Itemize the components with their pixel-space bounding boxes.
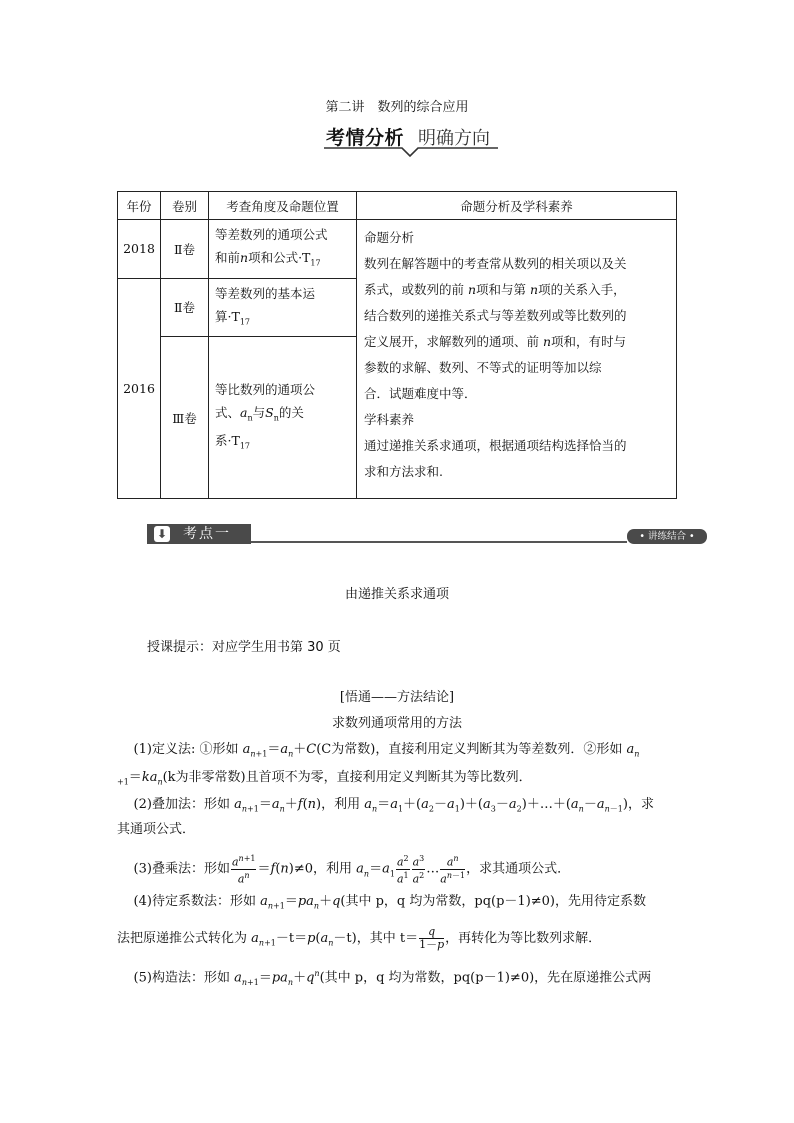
literacy-heading: 学科素养 (364, 412, 415, 427)
paper-cell: Ⅲ卷 (161, 337, 209, 499)
angle-cell: 等比数列的通项公 式、$a_n$与$S_n$的关 系$\cdot T_{17}$ (209, 337, 357, 499)
method-2-line-1: (2)叠加法：形如 $a_{n+1}=a_n+f(n)$，利用 $a_n=a_1+(a_2-a_1)+(a_3-a_2)+\dots+(a_n-a_{n-1})$，求 (133, 797, 654, 814)
analysis-cell: 命题分析 数列在解答题中的考查常从数列的相关项以及关 系式，或数列的前 n项和与第 n项的关系入手， 结合数列的递推关系式与等差数列或等比数列的 定义展开，求解数列的通项、前 n项和，有时与 参数的求解、数列、不等式的证明等加以综 合．试题难度中等． 学科素养 通过递推关系求通项，根据通项结构选择恰当的 求和方法求和. (357, 220, 677, 499)
table-row (118, 220, 677, 279)
method-1-line-1: (1)定义法: ①形如 $a_{n+1}=a_n+C(C$为常数)，直接利用定义判断其为等差数列．②形如 $a_n$ (133, 742, 640, 759)
banner-underline-icon (322, 145, 502, 159)
arrow-down-icon: ⬇ (154, 526, 170, 542)
section-bar (147, 524, 707, 544)
col-analysis-header: 命题分析及学科素养 (357, 192, 677, 220)
method-4-line-2: 法把原递推公式转化为 $a_{n+1}-t=p(a_n-t)$，其中 t＝ $\frac{q}{1-p}$ ，再转化为等比数列求解． (117, 925, 602, 951)
method-5-line-1: (5)构造法：形如 $a_{n+1}=pa_n+q^n$(其中 p，q 均为常数，pq(p－1)≠0)，先在原递推公式两 (133, 969, 652, 987)
method-4-line-1: (4)待定系数法：形如 $a_{n+1}=pa_n+q$(其中 p，q 均为常数，pq(p－1)≠0)，先用待定系数 (133, 894, 647, 911)
section-title: 由递推关系求通项 (344, 587, 449, 602)
exam-analysis-table (117, 191, 677, 499)
col-paper-header: 卷别 (161, 192, 209, 220)
banner-light-text: 明确方向 (418, 128, 490, 149)
paper-cell: Ⅱ卷 (161, 278, 209, 337)
angle-cell: 等差数列的通项公式 和前n项和公式$\cdot T_{17}$ (209, 220, 357, 279)
lesson-hint: 授课提示：对应学生用书第 30 页 (147, 640, 341, 655)
practice-tag: • 讲练结合 • (627, 529, 707, 544)
year-cell: 2016 (118, 278, 161, 499)
col-year-header: 年份 (118, 192, 161, 220)
banner-bold-text: 考情分析 (326, 127, 405, 149)
table-header-row (118, 192, 677, 220)
method-3-line: (3)叠乘法：形如 $\frac{a^{n+1}}{a^n}$ ＝f(n)≠0，利用 $a_n=a_1$ $\frac{a^2}{a^1}$ $\frac{a^3}{a^2}$ … $\frac{a^n}{a^{n-1}}$ ，求其通项公式． (133, 854, 571, 886)
lecture-title: 第二讲 数列的综合应用 (325, 100, 469, 115)
col-angle-header: 考查角度及命题位置 (209, 192, 357, 220)
paper-cell: Ⅱ卷 (161, 220, 209, 279)
method-2-line-2: 其通项公式． (117, 822, 196, 837)
year-cell: 2018 (118, 220, 161, 279)
kaodian-label: ⬇ 考点一 (147, 524, 251, 544)
method-subheading: 求数列通项常用的方法 (331, 716, 462, 731)
section-divider (251, 541, 627, 543)
analysis-heading: 命题分析 (364, 230, 415, 245)
method-heading: [悟通——方法结论] (339, 690, 455, 705)
method-1-line-2: $_{+1}=ka_n(k$为非零常数)且首项不为零，直接利用定义判断其为等比数列． (117, 770, 532, 787)
angle-cell: 等差数列的基本运 算$\cdot T_{17}$ (209, 278, 357, 337)
section-banner (322, 121, 502, 159)
